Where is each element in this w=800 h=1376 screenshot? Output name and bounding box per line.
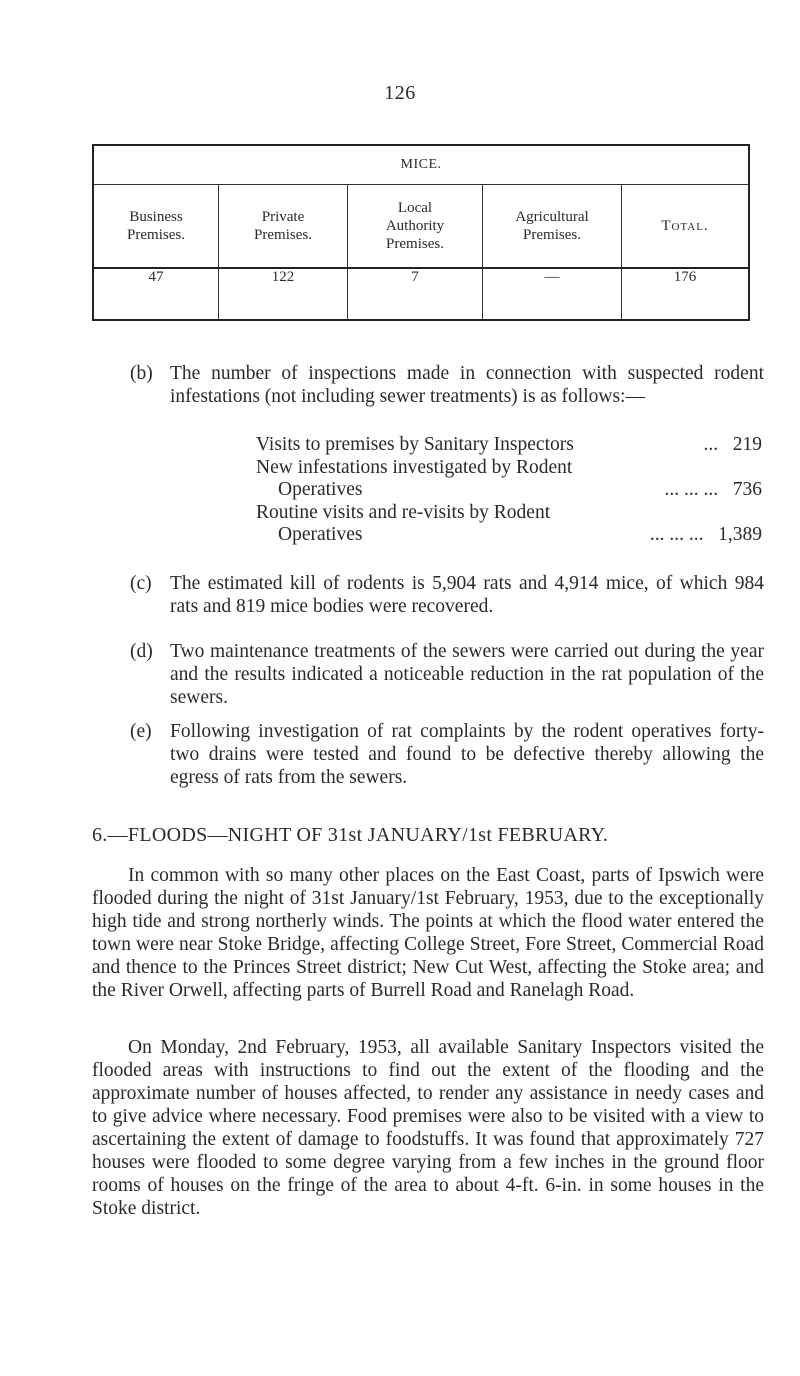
floods-heading: 6.—FLOODS—NIGHT OF 31st JANUARY/1st FEBRUARY. (92, 824, 609, 846)
inspections-list (256, 434, 762, 547)
list-item (256, 502, 762, 547)
list-item (256, 457, 762, 502)
header-business-premises: Business Premises. (93, 185, 219, 269)
list-item-value: 1,389 (718, 524, 762, 545)
floods-paragraph-1: In common with so many other places on the East Coast, parts of Ipswich were flooded during the night of 31st January/1st February, 1953, due to the exceptionally high tide and strong northerly winds. The points at which the flood water entered the town were near Stoke Bridge, affecting College Street, Fore Street, Commercial Road and thence to the Princes Street district; New Cut West, affecting the Stoke area; and the River Orwell, affecting parts of Burrell Road and Ranelagh Road. (92, 865, 764, 1001)
section-d-text: Two maintenance treatments of the sewers were carried out during the year and the results indicated a noticeable reduction in the rat population of the sewers. (170, 641, 764, 708)
header-private-premises: Private Premises. (219, 185, 348, 269)
section-e-label: (e) (130, 721, 152, 742)
section-b-text: The number of inspections made in connection with suspected rodent infestations (not including sewer treatments) is as follows:— (170, 363, 764, 407)
list-item-value: 736 (732, 479, 762, 500)
list-item-label-cont: Operatives (278, 524, 363, 545)
mice-table-title: MICE. (93, 145, 749, 185)
value-private-premises: 122 (219, 268, 348, 320)
section-d-label: (d) (130, 641, 153, 662)
list-item (256, 434, 762, 457)
list-item-value: 219 (732, 434, 762, 455)
page-number: 126 (384, 82, 416, 104)
header-local-authority-premises: Local Authority Premises. (348, 185, 483, 269)
section-c-label: (c) (130, 573, 152, 594)
leader-dots: ... ... ... (664, 479, 719, 500)
leader-dots: ... (703, 434, 719, 455)
section-c-text: The estimated kill of rodents is 5,904 rats and 4,914 mice, of which 984 rats and 819 mice bodies were recovered. (170, 573, 764, 617)
value-total: 176 (622, 268, 750, 320)
leader-dots: ... ... ... (649, 524, 704, 545)
floods-paragraph-2: On Monday, 2nd February, 1953, all available Sanitary Inspectors visited the flooded areas with instructions to find out the extent of the flooding and the approximate number of houses affected, to render any assistance in needy cases and to give advice where necessary. Food premises were also to be visited with a view to ascertaining the extent of damage to foodstuffs. It was found that approximately 727 houses were flooded to some degree varying from a few inches in the ground floor rooms of houses on the fringe of the area to about 4-ft. 6-in. in some houses in the Stoke district. (92, 1037, 764, 1219)
list-item-label: New infestations investigated by Rodent (256, 456, 573, 478)
list-item-label-cont: Operatives (278, 479, 363, 500)
list-item-label: Routine visits and re-visits by Rodent (256, 501, 551, 523)
value-business-premises: 47 (148, 269, 164, 285)
mice-table (92, 144, 750, 321)
section-e-text: Following investigation of rat complaints by the rodent operatives forty-two drains were tested and found to be defective thereby allowing the egress of rats from the sewers. (170, 721, 764, 788)
header-total: Total. (622, 185, 750, 269)
list-item-label: Visits to premises by Sanitary Inspectors (256, 434, 574, 455)
section-b-label: (b) (130, 363, 153, 384)
value-agricultural-premises: — (483, 268, 622, 320)
header-agricultural-premises: Agricultural Premises. (483, 185, 622, 269)
value-local-authority-premises: 7 (348, 268, 483, 320)
